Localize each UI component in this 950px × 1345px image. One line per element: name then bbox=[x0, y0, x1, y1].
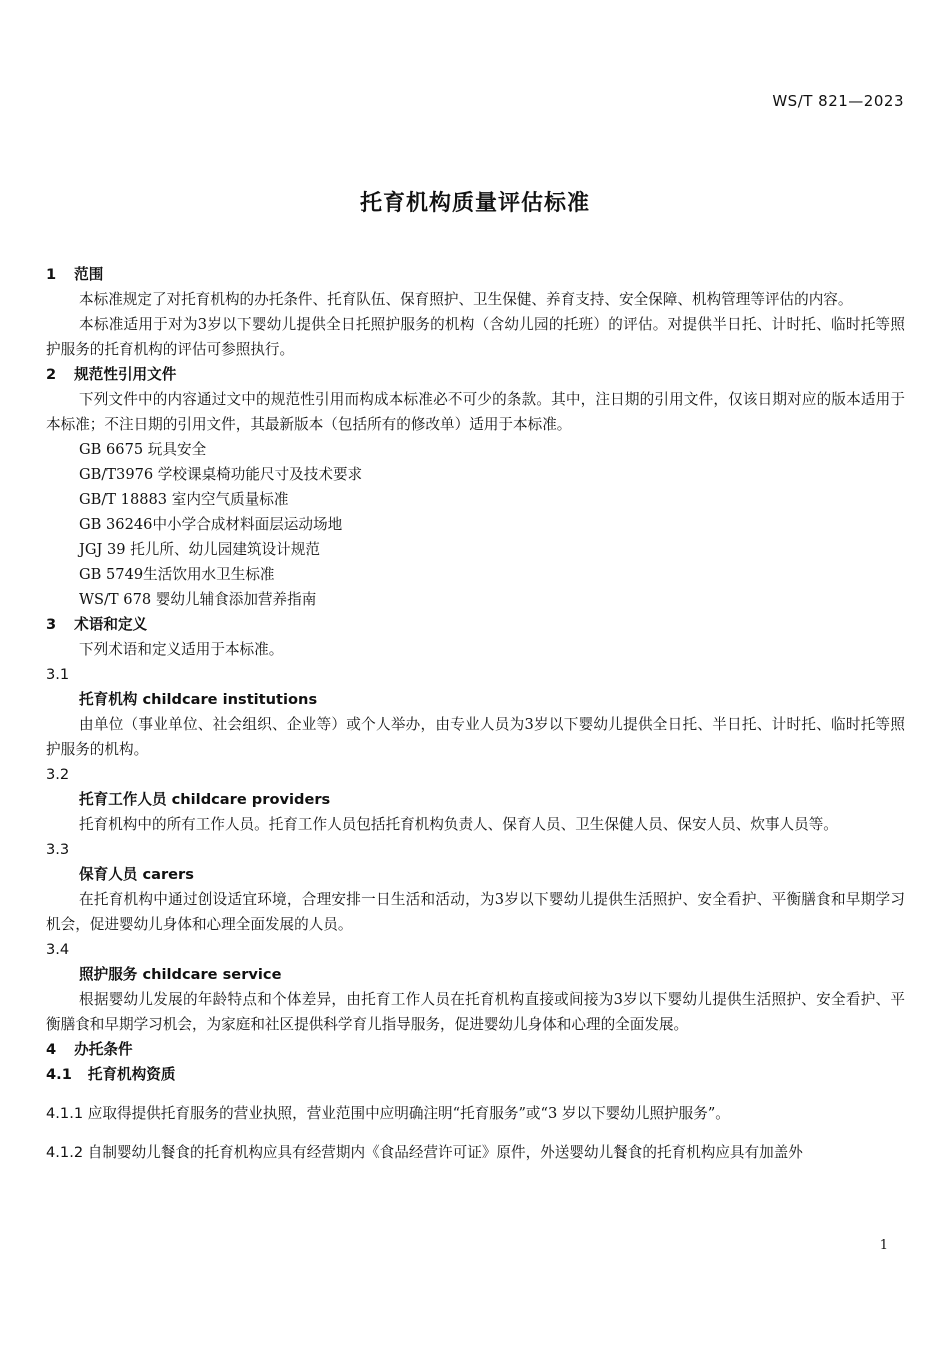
reference-item: GB 5749生活饮用水卫生标准 bbox=[79, 566, 275, 583]
section-2-heading bbox=[46, 362, 905, 387]
clause-4-1-2 bbox=[46, 1140, 905, 1165]
term-name: 托育工作人员 childcare providers bbox=[79, 791, 331, 808]
clause-text: 应取得提供托育服务的营业执照，营业范围中应明确注明“托育服务”或“3 岁以下婴幼儿照护服务”。 bbox=[87, 1105, 730, 1122]
paragraph: 下列术语和定义适用于本标准。 bbox=[79, 641, 284, 658]
paragraph: 下列文件中的内容通过文中的规范性引用而构成本标准必不可少的条款。其中，注日期的引用文件，仅该日期对应的版本适用于本标准；不注日期的引用文件，其最新版本（包括所有的修改单）适用于本标准。 bbox=[46, 391, 905, 433]
reference-item: GB/T3976 学校课桌椅功能尺寸及技术要求 bbox=[79, 466, 363, 483]
term-name: 保育人员 carers bbox=[79, 866, 194, 883]
clause-number: 4.1.2 bbox=[46, 1144, 84, 1161]
section-number: 4 bbox=[46, 1041, 57, 1058]
page-number: 1 bbox=[879, 1238, 888, 1253]
section-title: 范围 bbox=[74, 266, 104, 283]
term-definition: 根据婴幼儿发展的年龄特点和个体差异，由托育工作人员在托育机构直接或间接为3岁以下婴幼儿提供生活照护、安全看护、平衡膳食和早期学习机会，为家庭和社区提供科学育儿指导服务，促进婴幼儿身体和心理的全面发展。 bbox=[46, 991, 905, 1033]
subsection-4-1-heading bbox=[46, 1062, 905, 1087]
document-body bbox=[46, 262, 905, 1165]
clause-4-1-1 bbox=[46, 1101, 905, 1126]
document-title: 托育机构质量评估标准 bbox=[359, 191, 590, 216]
term-name: 照护服务 childcare service bbox=[79, 966, 282, 983]
paragraph: 本标准适用于对为3岁以下婴幼儿提供全日托照护服务的机构（含幼儿园的托班）的评估。对提供半日托、计时托、临时托等照护服务的托育机构的评估可参照执行。 bbox=[46, 316, 905, 358]
term-definition: 托育机构中的所有工作人员。托育工作人员包括托育机构负责人、保育人员、卫生保健人员、保安人员、炊事人员等。 bbox=[79, 816, 838, 833]
term-definition: 在托育机构中通过创设适宜环境，合理安排一日生活和活动，为3岁以下婴幼儿提供生活照护、安全看护、平衡膳食和早期学习机会，促进婴幼儿身体和心理全面发展的人员。 bbox=[46, 891, 905, 933]
term-number: 3.4 bbox=[46, 941, 70, 958]
section-title: 办托条件 bbox=[74, 1041, 133, 1058]
subsection-number: 4.1 bbox=[46, 1066, 72, 1083]
reference-list bbox=[46, 437, 905, 612]
subsection-title: 托育机构资质 bbox=[87, 1066, 176, 1083]
section-3-heading bbox=[46, 612, 905, 637]
section-title: 规范性引用文件 bbox=[74, 366, 177, 383]
reference-item: GB 6675 玩具安全 bbox=[79, 441, 207, 458]
reference-item: GB 36246中小学合成材料面层运动场地 bbox=[79, 516, 343, 533]
section-number: 2 bbox=[46, 366, 57, 383]
section-number: 3 bbox=[46, 616, 57, 633]
reference-item: GB/T 18883 室内空气质量标准 bbox=[79, 491, 289, 508]
clause-text: 自制婴幼儿餐食的托育机构应具有经营期内《食品经营许可证》原件，外送婴幼儿餐食的托育机构应具有加盖外 bbox=[87, 1144, 803, 1161]
section-1-heading bbox=[46, 262, 905, 287]
section-title: 术语和定义 bbox=[74, 616, 148, 633]
term-definition: 由单位（事业单位、社会组织、企业等）或个人举办，由专业人员为3岁以下婴幼儿提供全日托、半日托、计时托、临时托等照护服务的机构。 bbox=[46, 716, 905, 758]
section-number: 1 bbox=[46, 266, 57, 283]
term-number: 3.2 bbox=[46, 766, 70, 783]
term-number: 3.3 bbox=[46, 841, 70, 858]
reference-item: JGJ 39 托儿所、幼儿园建筑设计规范 bbox=[79, 541, 320, 558]
term-name: 托育机构 childcare institutions bbox=[79, 691, 318, 708]
reference-item: WS/T 678 婴幼儿辅食添加营养指南 bbox=[79, 591, 317, 608]
section-4-heading bbox=[46, 1037, 905, 1062]
standard-number: WS/T 821—2023 bbox=[772, 92, 904, 110]
clause-number: 4.1.1 bbox=[46, 1105, 84, 1122]
term-number: 3.1 bbox=[46, 666, 70, 683]
paragraph: 本标准规定了对托育机构的办托条件、托育队伍、保育照护、卫生保健、养育支持、安全保障、机构管理等评估的内容。 bbox=[79, 291, 853, 308]
